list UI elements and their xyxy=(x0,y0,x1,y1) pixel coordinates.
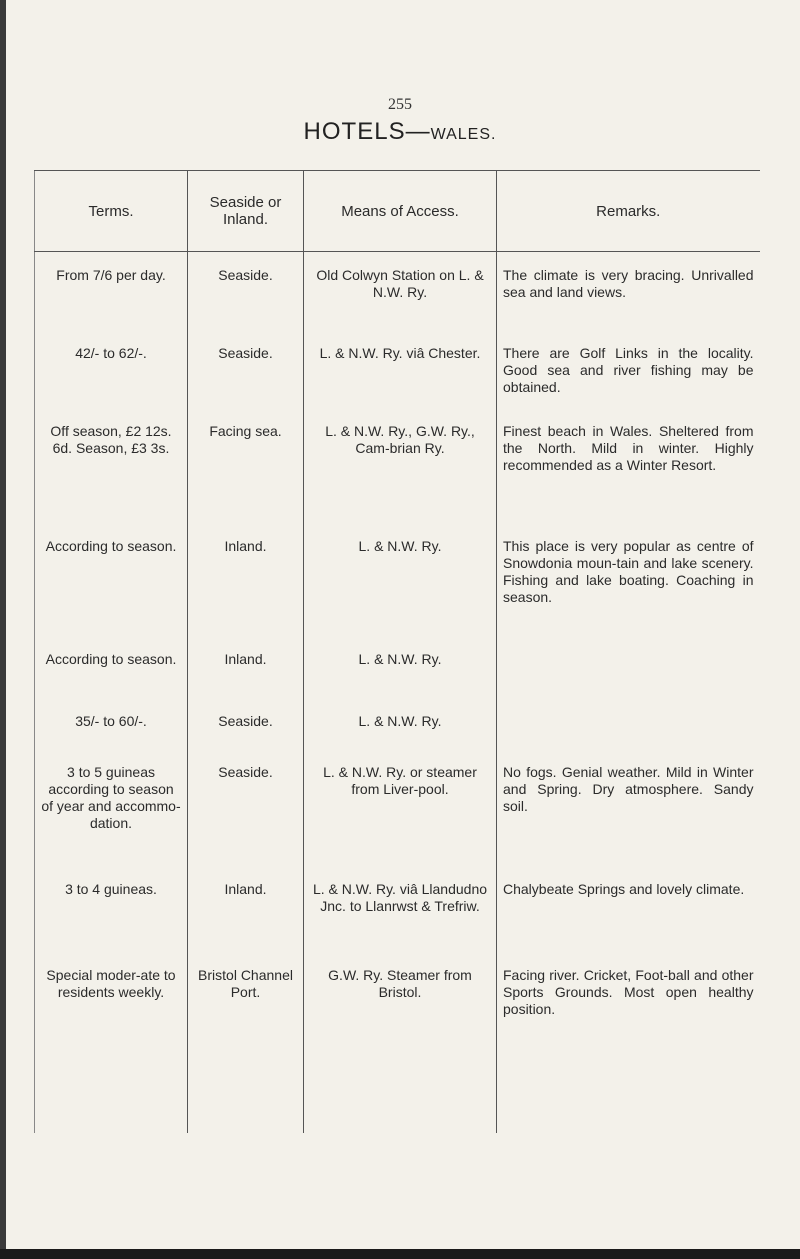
cell-location: Inland. xyxy=(188,872,304,963)
cell-terms: 42/- to 62/-. xyxy=(35,334,188,413)
cell-access: L. & N.W. Ry. viâ Chester. xyxy=(304,334,497,413)
header-terms: Terms. xyxy=(35,171,188,252)
table-row xyxy=(35,872,760,963)
cell-terms: Off season, £2 12s. 6d. Season, £3 3s. xyxy=(35,413,188,529)
table-row xyxy=(35,334,760,413)
cell-location: Seaside. xyxy=(188,252,304,334)
cell-access: L. & N.W. Ry. xyxy=(304,529,497,645)
cell-remarks: No fogs. Genial weather. Mild in Winter and Spring. Dry atmosphere. Sandy soil. xyxy=(497,754,760,872)
page-edge-bottom xyxy=(0,1249,800,1259)
header-means-of-access: Means of Access. xyxy=(304,171,497,252)
cell-location: Seaside. xyxy=(188,699,304,754)
cell-remarks: Chalybeate Springs and lovely climate. xyxy=(497,872,760,963)
cell-location: Inland. xyxy=(188,529,304,645)
table-row xyxy=(35,413,760,529)
cell-access: L. & N.W. Ry. xyxy=(304,699,497,754)
cell-remarks: The climate is very bracing. Unrivalled sea and land views. xyxy=(497,252,760,334)
table-row xyxy=(35,754,760,872)
cell-terms: Special moder-ate to residents weekly. xyxy=(35,963,188,1133)
cell-terms: 3 to 4 guineas. xyxy=(35,872,188,963)
table-row xyxy=(35,252,760,334)
cell-access: L. & N.W. Ry., G.W. Ry., Cam-brian Ry. xyxy=(304,413,497,529)
page-number: 255 xyxy=(388,96,412,113)
cell-location: Seaside. xyxy=(188,754,304,872)
page-edge-left xyxy=(0,0,6,1259)
cell-access: L. & N.W. Ry. viâ Llandudno Jnc. to Llanrwst & Trefriw. xyxy=(304,872,497,963)
table-row xyxy=(35,963,760,1133)
cell-remarks: Facing river. Cricket, Foot-ball and other Sports Grounds. Most open healthy position. xyxy=(497,963,760,1133)
cell-location: Bristol Channel Port. xyxy=(188,963,304,1133)
cell-remarks: This place is very popular as centre of Snowdonia moun-tain and lake scenery. Fishing and lake boating. Coaching in season. xyxy=(497,529,760,645)
cell-terms: From 7/6 per day. xyxy=(35,252,188,334)
cell-location: Inland. xyxy=(188,645,304,699)
cell-access: L. & N.W. Ry. xyxy=(304,645,497,699)
cell-terms: According to season. xyxy=(35,645,188,699)
header-remarks: Remarks. xyxy=(497,171,760,252)
cell-access: G.W. Ry. Steamer from Bristol. xyxy=(304,963,497,1133)
cell-remarks: Finest beach in Wales. Sheltered from the North. Mild in winter. Highly recommended as a Winter Resort. xyxy=(497,413,760,529)
cell-terms: 35/- to 60/-. xyxy=(35,699,188,754)
cell-remarks xyxy=(497,699,760,754)
cell-location: Facing sea. xyxy=(188,413,304,529)
page-title-main: HOTELS— xyxy=(303,118,431,145)
page-title xyxy=(0,118,800,146)
hotels-table xyxy=(34,170,760,1133)
cell-remarks: There are Golf Links in the locality. Good sea and river fishing may be obtained. xyxy=(497,334,760,413)
table-row xyxy=(35,529,760,645)
cell-terms: According to season. xyxy=(35,529,188,645)
header-seaside-or-inland: Seaside or Inland. xyxy=(188,171,304,252)
table-row xyxy=(35,699,760,754)
cell-terms: 3 to 5 guineas according to season of year and accommo-dation. xyxy=(35,754,188,872)
cell-remarks xyxy=(497,645,760,699)
cell-access: Old Colwyn Station on L. & N.W. Ry. xyxy=(304,252,497,334)
table-header-row xyxy=(35,171,760,252)
table-row xyxy=(35,645,760,699)
cell-location: Seaside. xyxy=(188,334,304,413)
page-title-region: WALES. xyxy=(430,126,497,143)
cell-access: L. & N.W. Ry. or steamer from Liver-pool. xyxy=(304,754,497,872)
